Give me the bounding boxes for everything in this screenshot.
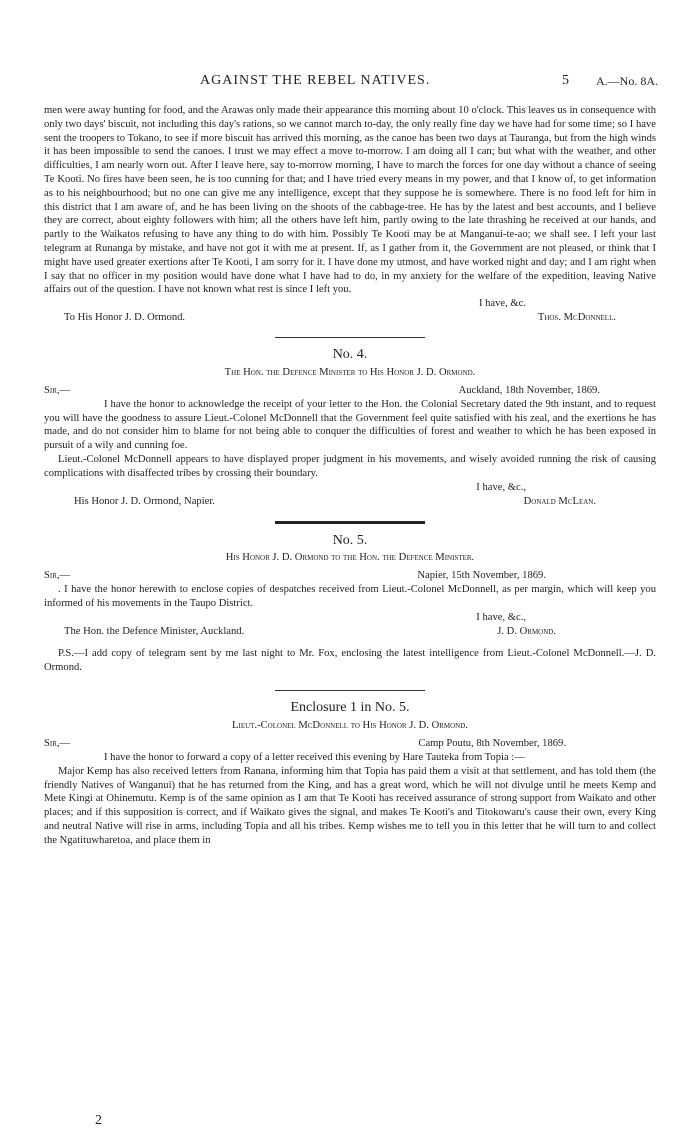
letter-addressee: To His Honor J. D. Ormond. [64,312,186,324]
section-divider [275,521,425,524]
section-number-5: No. 5. [332,532,368,548]
section-4-salutation: Sir,— [44,384,71,396]
section-5-place-date: Napier, 15th November, 1869. [417,570,546,582]
page-body [44,104,656,847]
enclosure-title: Enclosure 1 in No. 5. [290,700,410,716]
letter-signoff-row [44,311,656,325]
section-5-paragraph-1: . I have the honor herewith to enclose copies of despatches received from Lieut.-Colonel McDonnell, as per margin, which will keep you informed of his movements in the Taupo District. [44,584,656,609]
section-4-closing-row [44,481,656,495]
letter-signature: Thos. McDonnell. [537,312,616,324]
section-4-addressee: His Honor J. D. Ormond, Napier. [74,495,215,507]
letter-closing: I have, &c. [478,298,526,310]
section-4-place-date: Auckland, 18th November, 1869. [458,384,600,396]
section-4-from-to: The Hon. the Defence Minister to His Honor J. D. Ormond. [224,366,476,378]
section-5-closing: I have, &c., [476,611,526,623]
section-4-paragraph-2: Lieut.-Colonel McDonnell appears to have displayed proper judgment in his movements, and wisely avoided running the risk of causing complications with disaffected tribes by crossing their boundary. [44,453,656,479]
section-5-salutation-row [44,569,656,583]
section-4-signoff-row [44,495,656,509]
section-5-salutation: Sir,— [44,570,71,582]
enclosure-paragraph-2: Major Kemp has also received letters from Ranana, informing him that Topia has paid them a visit at that settlement, and has told them (the friendly Natives of Wanganui) that he has returned from the King, and has a great word, which he will not divulge until he meets Kemp and Mete Kingi at Ohinemutu. Kemp is of the same opinion as I am that Te Kooti has received assurance of strong support from Waikato and other places; and if this supposition is correct, and if Waikato gives the signal, and makes Te Kooti's and Titokowaru's cause their own, every King and neutral Native will rise in arms, including Topia and all his tribes. Kemp wishes me to tell you in this letter that he will turn to and collect the Ngatituwharetoa, and place them in [44,765,656,846]
section-5-closing-row [44,611,656,625]
section-5-signature: J. D. Ormond. [497,625,556,637]
enclosure-place-date: Camp Poutu, 8th November, 1869. [418,737,566,749]
section-4-salutation-row [44,384,656,398]
section-divider [275,690,425,691]
section-5-from-to: His Honor J. D. Ormond to the Hon. the Defence Minister. [225,552,475,564]
page-number: 5 [562,73,569,88]
section-4-paragraph-1: I have the honor to acknowledge the receipt of your letter to the Hon. the Colonial Secretary dated the 9th instant, and to request you will have the goodness to assure Lieut.-Colonel McDonnell that the Government feel quite satisfied with his zeal, and the exertions he has made, and do not consider him to blame for not being able to conquer the difficulties of forest and weather to which he has been exposed in pursuit of a wily and cunning foe. [44,398,656,452]
section-5-postscript: P.S.—I add copy of telegram sent by me last night to Mr. Fox, enclosing the latest intelligence from Lieut.-Colonel McDonnell.—J. D. Ormond. [44,647,656,673]
section-number-4: No. 4. [332,347,368,363]
section-5-addressee: The Hon. the Defence Minister, Auckland. [64,625,245,637]
section-4-signature: Donald McLean. [523,495,596,507]
running-title: AGAINST THE REBEL NATIVES. [200,73,431,88]
page-header [0,74,700,94]
enclosure-paragraph-1: I have the honor to forward a copy of a letter received this evening by Hare Tauteka from Topia :— [104,751,525,763]
signature-mark: 2 [95,1113,102,1128]
letter-continuation-body: men were away hunting for food, and the Arawas only made their appearance this morning about 10 o'clock. This leaves us in consequence with only two days' biscuit, not including this day's rations, so we cannot march to-day, the only really fine day we have had for some time; so I have sent the troopers to Tokano, to see if more biscuit has arrived this morning, as the canoe has been two days at Tauranga, but from the high winds it has been impossible to send the canoes. I trust we may effect a move to-morrow. I am doing all I can; but what with the weather, and other difficulties, I am nearly worn out. After I leave here, say to-morrow morning, I have to march the forces for one day without a chance of seeing Te Kooti. No fires have been seen, he is too cunning for that; and I have tried every means in my power, and that I know of, to get information as to his neighbourhood; but no one can give me any intelligence, except that they suppose he is somewhere. There is no food left for him in this district that I am aware of, and he has been living on the shoots of the cabbage-tree. He has by the latest and best accounts, and I believe they are correct, about eighty followers with him; all the others have left him, partly owing to the late thrashing he received at our hands, and partly to the Waikatos refusing to have any thing to do with him. Possibly Te Kooti may be at Manganui-te-ao; we shall see. I left your last telegram at Runanga by mistake, and have not got it with me at present. If, as I gather from it, the Government are not pleased, or think that I might have used greater exertions after Te Kooti, I am sorry for it. I have done my utmost, and have worked night and day; and I am right when I say that no officer in my position would have done what I have had to do, in my anxiety for the welfare of the expedition, leaving Native affairs out of the question. I have not known what rest is since I left you. [44,105,656,296]
document-reference: A.—No. 8A. [596,74,658,88]
section-4-closing: I have, &c., [476,481,526,493]
enclosure-salutation: Sir,— [44,737,71,749]
section-5-signoff-row [44,625,656,639]
enclosure-salutation-row [44,737,656,751]
enclosure-from-to: Lieut.-Colonel McDonnell to His Honor J. D. Ormond. [232,720,468,732]
section-divider [275,337,425,338]
letter-closing-row [44,297,656,311]
